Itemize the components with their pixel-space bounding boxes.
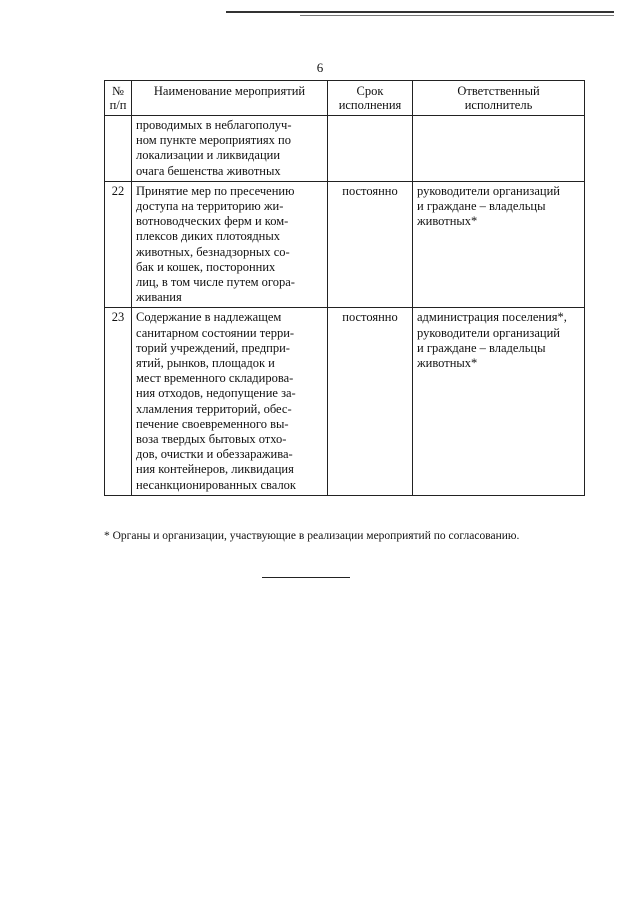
page-number: 6 bbox=[316, 60, 324, 75]
table-header-row bbox=[105, 81, 585, 116]
row-name: Принятие мер по пресечению доступа на территорию жи- вотноводческих ферм и ком- плексов диких плотоядных животных, безнадзорных со- бак и кошек, посторонних лиц, в том числе путем огора- живания bbox=[132, 181, 328, 308]
table-row bbox=[105, 116, 585, 182]
row-name: проводимых в неблагополуч- ном пункте мероприятиях по локализации и ликвидации очага бешенства животных bbox=[132, 116, 328, 182]
row-responsible: руководители организаций и граждане – владельцы животных* bbox=[413, 181, 585, 308]
row-name: Содержание в надлежащем санитарном состоянии терри- торий учреждений, предпри- ятий, рынков, площадок и мест временного складирова- ния отходов, недопущение за- хламления территорий, обес- печение своевременного вы- воза твердых бытовых отхо- дов, очистки и обеззаражива- ния контейнеров, ликвидация несанкционированных свалок bbox=[132, 308, 328, 495]
table-row bbox=[105, 308, 585, 495]
footnote: * Органы и организации, участвующие в реализации мероприятий по согласованию. bbox=[104, 530, 520, 542]
row-term bbox=[328, 116, 413, 182]
header-name: Наименование мероприятий bbox=[132, 81, 328, 116]
table-row bbox=[105, 181, 585, 308]
row-number bbox=[105, 116, 132, 182]
row-number: 23 bbox=[105, 308, 132, 495]
row-responsible bbox=[413, 116, 585, 182]
header-term: Срок исполнения bbox=[328, 81, 413, 116]
measures-table bbox=[104, 80, 585, 496]
end-rule bbox=[262, 577, 350, 578]
header-num: № п/п bbox=[105, 81, 132, 116]
header-responsible: Ответственный исполнитель bbox=[413, 81, 585, 116]
row-responsible: администрация поселения*, руководители организаций и граждане – владельцы животных* bbox=[413, 308, 585, 495]
row-term: постоянно bbox=[328, 308, 413, 495]
top-rule bbox=[226, 11, 614, 13]
row-term: постоянно bbox=[328, 181, 413, 308]
top-rule-thin bbox=[300, 15, 614, 16]
row-number: 22 bbox=[105, 181, 132, 308]
